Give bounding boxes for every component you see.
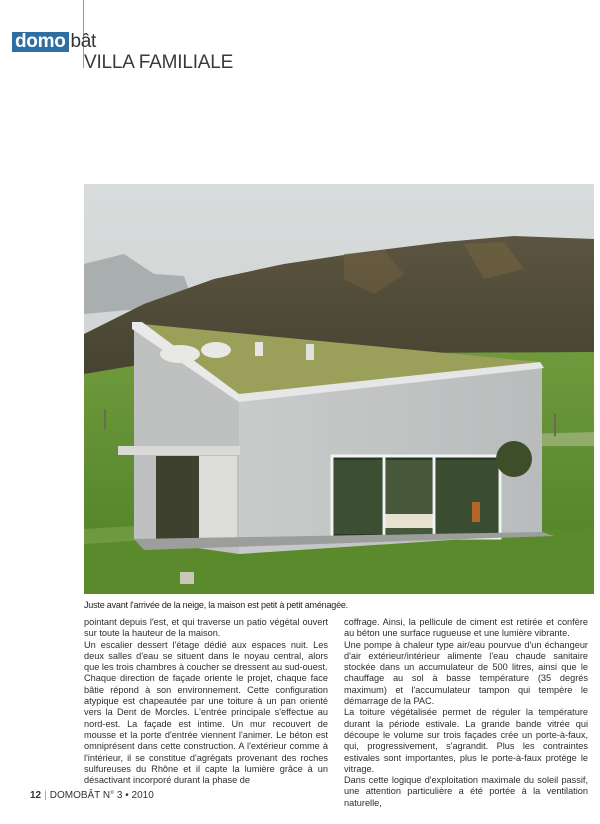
paragraph: Une pompe à chaleur type air/eau pourvue d'un échangeur d'air extérieur/intérieur alimente l'eau chaude sanitaire stockée dans un accumulateur de 500 litres, ainsi que le chauffage au sol à basse température (35 degrés maximum) et l'accumulateur tampon qui tempère le démarrage de la PAC. bbox=[344, 639, 588, 707]
issue-number: N° 3 bbox=[102, 790, 123, 801]
paragraph: coffrage. Ainsi, la pellicule de ciment est retirée et confère au béton une surface rugueuse et une lumière vibrante. bbox=[344, 617, 588, 639]
footer-separator: | bbox=[44, 790, 47, 801]
house-photo bbox=[84, 184, 594, 594]
logo-domo: domo bbox=[12, 32, 69, 52]
section-title: VILLA FAMILIALE bbox=[84, 52, 234, 73]
article-column-left bbox=[84, 617, 328, 786]
paragraph: Chaque direction de façade oriente le projet, chaque face bâtie répond à son environnement. Cette configuration atypique est chapeautée par une toiture à un pan orienté vers la Dent de Morcles. L'entrée principale s'effectue au nord-est. La façade est intime. Un mur recouvert de mousse et la porte d'entrée viennent l'animer. Le béton est omniprésent dans cette construction. A l'extérieur comme à l'intérieur, il se constitue d'agrégats provenant des roches sulfureuses du Rhône et il capte la lumière grâce à un désactivant incorporé durant la phase de bbox=[84, 673, 328, 786]
issue-year: 2010 bbox=[131, 790, 154, 801]
page-footer bbox=[30, 790, 154, 801]
article-column-right bbox=[344, 617, 588, 809]
paragraph: La toiture végétalisée permet de réguler la température durant la période estivale. La grande bande vitrée qui découpe le volume sur trois façades crée un porte-à-faux, qui, progressivement, s'agrandit. Plus les contraintes estivales sont importantes, plus le porte-à-faux protège le vitrage. bbox=[344, 707, 588, 774]
magazine-name: DOMOBÂT bbox=[49, 790, 101, 801]
photo-caption: Juste avant l'arrivée de la neige, la maison est petit à petit aménagée. bbox=[84, 600, 348, 610]
paragraph: pointant depuis l'est, et qui traverse un patio végétal ouvert sur toute la hauteur de la maison. bbox=[84, 617, 328, 639]
logo-bat: bât bbox=[70, 31, 97, 52]
paragraph: Un escalier dessert l'étage dédié aux espaces nuit. Les deux salles d'eau se situent dans le noyau central, alors que les trois chambres à coucher se dressent au sud-ouest. bbox=[84, 639, 328, 673]
magazine-logo bbox=[12, 32, 96, 52]
footer-bullet: • bbox=[125, 790, 129, 801]
page-number: 12 bbox=[30, 790, 42, 801]
paragraph: Dans cette logique d'exploitation maximale du soleil passif, une attention particulière a été portée à la ventilation naturelle, bbox=[344, 775, 588, 808]
